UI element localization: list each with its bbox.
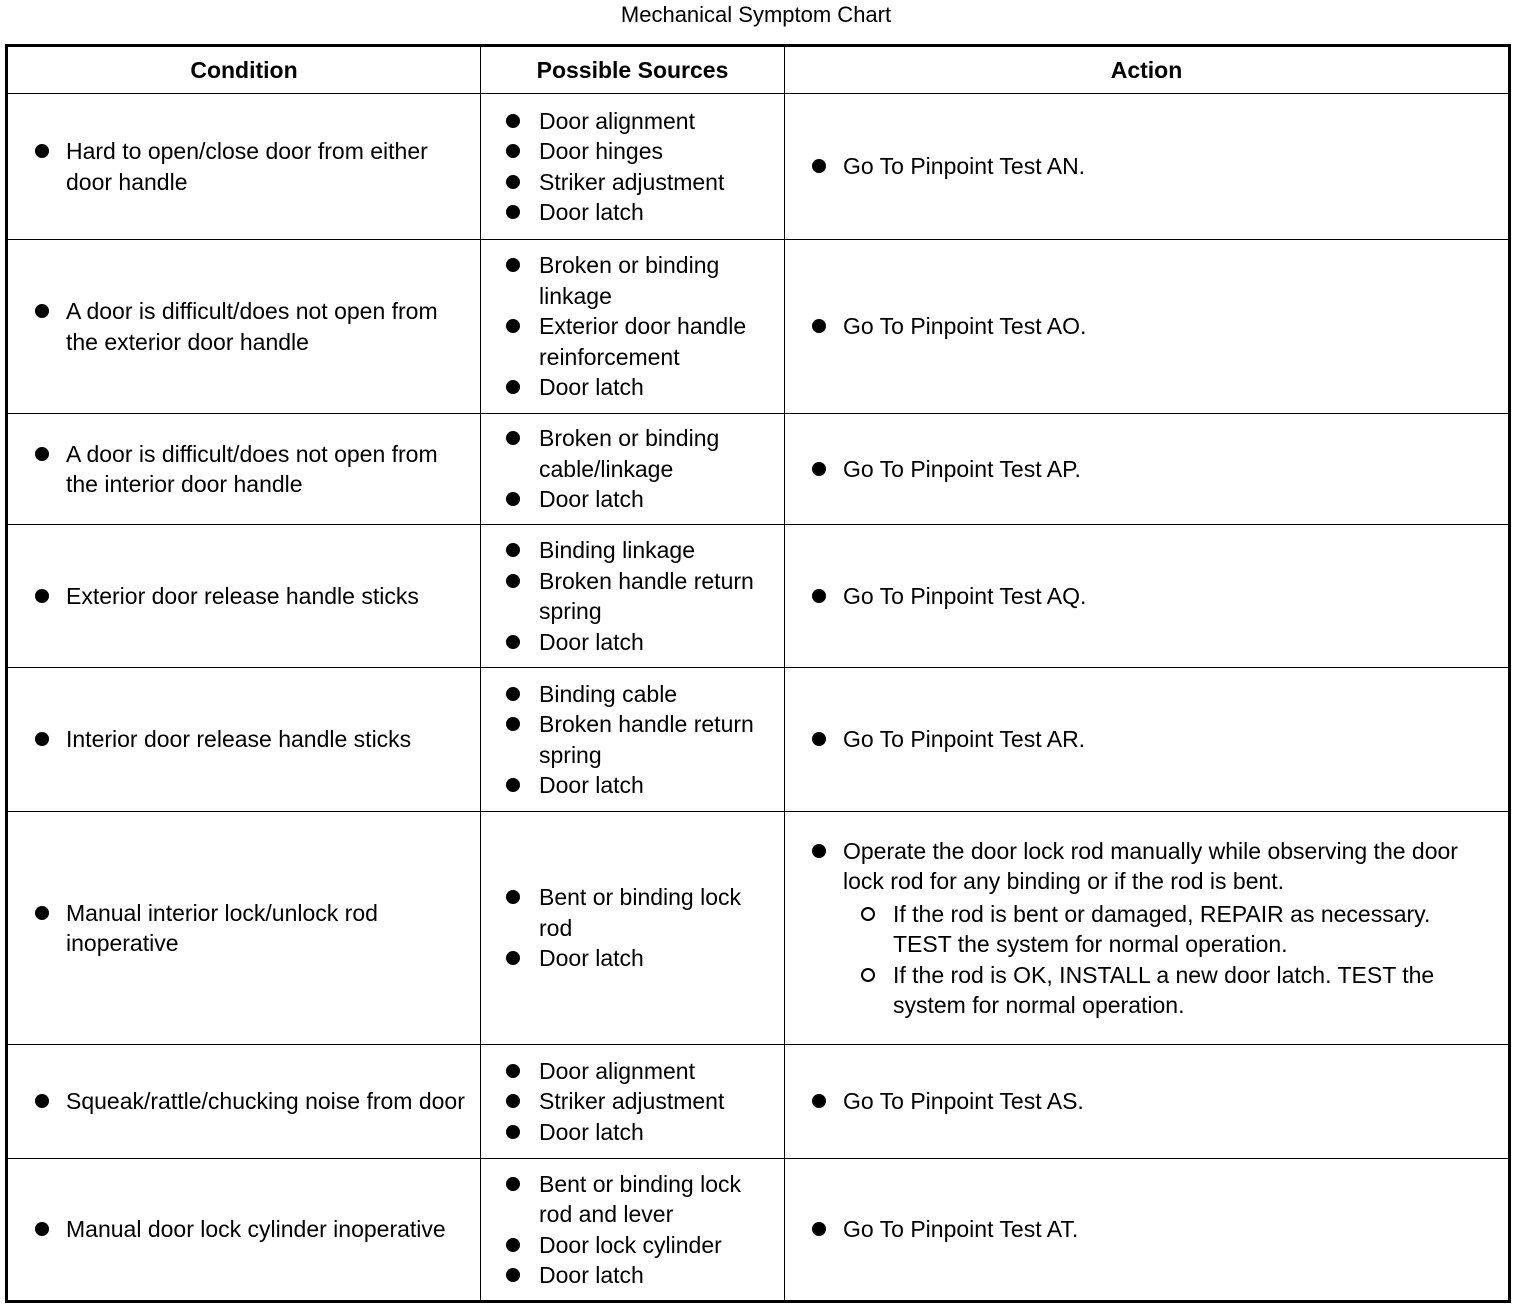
table-row	[7, 94, 1510, 240]
condition-list	[8, 1214, 480, 1245]
condition-text: A door is difficult/does not open from the exterior door handle	[8, 296, 480, 357]
condition-list	[8, 581, 480, 612]
action-item	[785, 311, 1508, 342]
source-item: Door latch	[481, 627, 784, 658]
action-text: Operate the door lock rod manually while observing the door lock rod for any binding or if the rod is bent.	[843, 837, 1458, 894]
source-item: Broken handle return spring	[481, 566, 784, 627]
possible-sources-cell	[481, 1159, 785, 1302]
condition-list	[8, 439, 480, 500]
chart-title: Mechanical Symptom Chart	[620, 2, 892, 27]
table-row	[7, 414, 1510, 525]
sources-list	[481, 423, 784, 515]
possible-sources-cell	[481, 240, 785, 414]
sources-list	[481, 106, 784, 228]
action-list	[785, 1214, 1508, 1245]
action-list	[785, 581, 1508, 612]
condition-list	[8, 724, 480, 755]
condition-cell	[7, 812, 481, 1045]
action-list	[785, 311, 1508, 342]
action-cell	[785, 1159, 1510, 1302]
source-item: Door alignment	[481, 1056, 784, 1087]
action-item	[785, 1086, 1508, 1117]
sources-list	[481, 679, 784, 801]
sources-list	[481, 1056, 784, 1148]
action-cell	[785, 812, 1510, 1045]
condition-list	[8, 898, 480, 959]
header-row	[7, 46, 1510, 94]
action-list	[785, 454, 1508, 485]
condition-text: Squeak/rattle/chucking noise from door	[8, 1086, 480, 1117]
source-item: Door lock cylinder	[481, 1230, 784, 1261]
action-item	[785, 724, 1508, 755]
table-row	[7, 812, 1510, 1045]
source-item: Door latch	[481, 770, 784, 801]
source-item: Striker adjustment	[481, 167, 784, 198]
action-text: Go To Pinpoint Test AQ.	[843, 582, 1087, 609]
action-item	[785, 1214, 1508, 1245]
action-item	[785, 151, 1508, 182]
header-possible-sources: Possible Sources	[481, 46, 785, 94]
possible-sources-cell	[481, 668, 785, 812]
sources-list	[481, 535, 784, 657]
action-cell	[785, 414, 1510, 525]
condition-cell	[7, 1159, 481, 1302]
condition-text: Hard to open/close door from either door handle	[8, 136, 480, 197]
condition-cell	[7, 240, 481, 414]
action-list	[785, 724, 1508, 755]
source-item: Door latch	[481, 197, 784, 228]
condition-list	[8, 136, 480, 197]
source-item: Binding cable	[481, 679, 784, 710]
sub-action-item: If the rod is bent or damaged, REPAIR as necessary. TEST the system for normal operation.	[843, 899, 1498, 960]
condition-text: Manual door lock cylinder inoperative	[8, 1214, 480, 1245]
source-item: Bent or binding lock rod	[481, 882, 784, 943]
action-list	[785, 836, 1508, 1021]
action-text: Go To Pinpoint Test AS.	[843, 1088, 1084, 1115]
action-cell	[785, 94, 1510, 240]
sub-action-list	[843, 899, 1498, 1021]
action-text: Go To Pinpoint Test AR.	[843, 726, 1086, 753]
condition-cell	[7, 414, 481, 525]
table-row	[7, 1045, 1510, 1159]
source-item: Door hinges	[481, 136, 784, 167]
symptom-table	[5, 44, 1511, 1303]
action-item	[785, 581, 1508, 612]
action-list	[785, 151, 1508, 182]
source-item: Door latch	[481, 484, 784, 515]
source-item: Broken handle return spring	[481, 709, 784, 770]
condition-list	[8, 296, 480, 357]
table-row	[7, 668, 1510, 812]
condition-text: Exterior door release handle sticks	[8, 581, 480, 612]
sub-action-item: If the rod is OK, INSTALL a new door latch. TEST the system for normal operation.	[843, 960, 1498, 1021]
table-row	[7, 240, 1510, 414]
action-item	[785, 836, 1508, 1021]
possible-sources-cell	[481, 525, 785, 668]
source-item: Striker adjustment	[481, 1086, 784, 1117]
source-item: Door latch	[481, 943, 784, 974]
source-item: Door latch	[481, 372, 784, 403]
possible-sources-cell	[481, 94, 785, 240]
table-row	[7, 525, 1510, 668]
table-row	[7, 1159, 1510, 1302]
possible-sources-cell	[481, 1045, 785, 1159]
sources-list	[481, 250, 784, 403]
condition-text: A door is difficult/does not open from the interior door handle	[8, 439, 480, 500]
action-list	[785, 1086, 1508, 1117]
condition-cell	[7, 1045, 481, 1159]
action-cell	[785, 240, 1510, 414]
action-cell	[785, 1045, 1510, 1159]
condition-list	[8, 1086, 480, 1117]
condition-cell	[7, 94, 481, 240]
source-item: Bent or binding lock rod and lever	[481, 1169, 784, 1230]
action-text: Go To Pinpoint Test AN.	[843, 153, 1086, 180]
possible-sources-cell	[481, 414, 785, 525]
header-action: Action	[785, 46, 1510, 94]
source-item: Broken or binding linkage	[481, 250, 784, 311]
source-item: Broken or binding cable/linkage	[481, 423, 784, 484]
header-condition: Condition	[7, 46, 481, 94]
action-text: Go To Pinpoint Test AP.	[843, 455, 1081, 482]
action-cell	[785, 525, 1510, 668]
source-item: Door latch	[481, 1260, 784, 1291]
condition-text: Manual interior lock/unlock rod inoperative	[8, 898, 480, 959]
table-body	[7, 94, 1510, 1302]
sources-list	[481, 1169, 784, 1291]
condition-text: Interior door release handle sticks	[8, 724, 480, 755]
sources-list	[481, 882, 784, 974]
condition-cell	[7, 525, 481, 668]
action-item	[785, 454, 1508, 485]
possible-sources-cell	[481, 812, 785, 1045]
source-item: Binding linkage	[481, 535, 784, 566]
condition-cell	[7, 668, 481, 812]
action-text: Go To Pinpoint Test AT.	[843, 1216, 1079, 1243]
action-cell	[785, 668, 1510, 812]
source-item: Door latch	[481, 1117, 784, 1148]
action-text: Go To Pinpoint Test AO.	[843, 313, 1087, 340]
source-item: Exterior door handle reinforcement	[481, 311, 784, 372]
source-item: Door alignment	[481, 106, 784, 137]
